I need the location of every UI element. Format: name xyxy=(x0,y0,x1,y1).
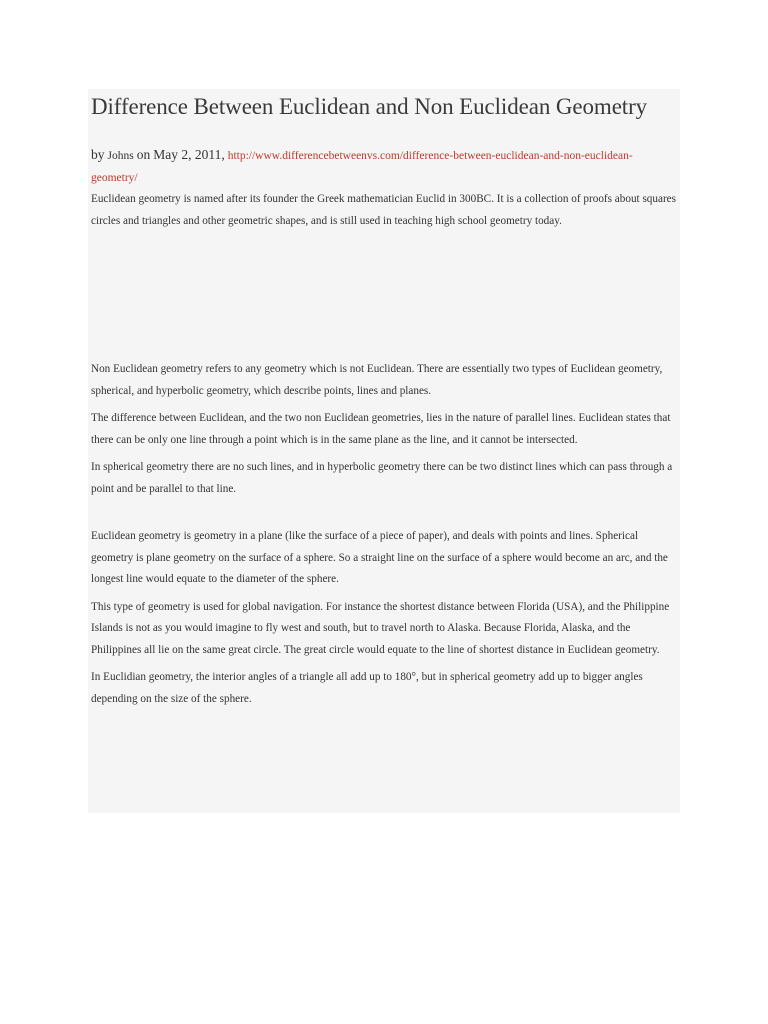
paragraph-difference: The difference between Euclidean, and the two non Euclidean geometries, lies in the nature of parallel lines. Euclidean states that there can be only one line through a point which is in the same plane as the line, and it cannot be intersected. xyxy=(91,412,671,446)
paragraph-navigation: This type of geometry is used for global navigation. For instance the shortest distance between Florida (USA), and the Philippine Islands is not as you would imagine to fly west and south, but to travel north to Alaska. Because Florida, Alaska, and the Philippines all lie on the same great circle. The great circle would equate to the line of shortest distance in Euclidean geometry. xyxy=(91,600,670,656)
byline xyxy=(91,144,677,189)
paragraph-triangle-angles: In Euclidian geometry, the interior angles of a triangle all add up to 180°, but in spherical geometry add up to bigger angles depending on the size of the sphere. xyxy=(91,671,643,705)
paragraph-non-euclidean: Non Euclidean geometry refers to any geometry which is not Euclidean. There are essentially two types of Euclidean geometry, spherical, and hyperbolic geometry, which describe points, lines and planes. xyxy=(91,363,663,397)
paragraph-intro: Euclidean geometry is named after its founder the Greek mathematician Euclid in 300BC. It is a collection of proofs about squares circles and triangles and other geometric shapes, and is still used in teaching high school geometry today. xyxy=(91,193,676,227)
byline-author: Johns xyxy=(107,150,134,162)
byline-by: by xyxy=(91,147,105,162)
paragraph-plane-vs-sphere: Euclidean geometry is geometry in a plane (like the surface of a piece of paper), and deals with points and lines. Spherical geometry is plane geometry on the surface of a sphere. So a straight line on the surface of a sphere would become an arc, and the longest line would equate to the diameter of the sphere. xyxy=(91,530,668,585)
blank-space xyxy=(91,232,677,359)
source-link[interactable]: http://www.differencebetweenvs.com/difference-between-euclidean-and-non-euclidean-geometry/ xyxy=(91,150,633,184)
article-title: Difference Between Euclidean and Non Euclidean Geometry xyxy=(91,94,648,119)
paragraph-spherical-hyperbolic: In spherical geometry there are no such lines, and in hyperbolic geometry there can be two distinct lines which can pass through a point and be parallel to that line. xyxy=(91,461,673,495)
byline-date: May 2, 2011, xyxy=(153,147,225,162)
document-page xyxy=(88,89,680,813)
byline-on: on xyxy=(136,147,151,162)
